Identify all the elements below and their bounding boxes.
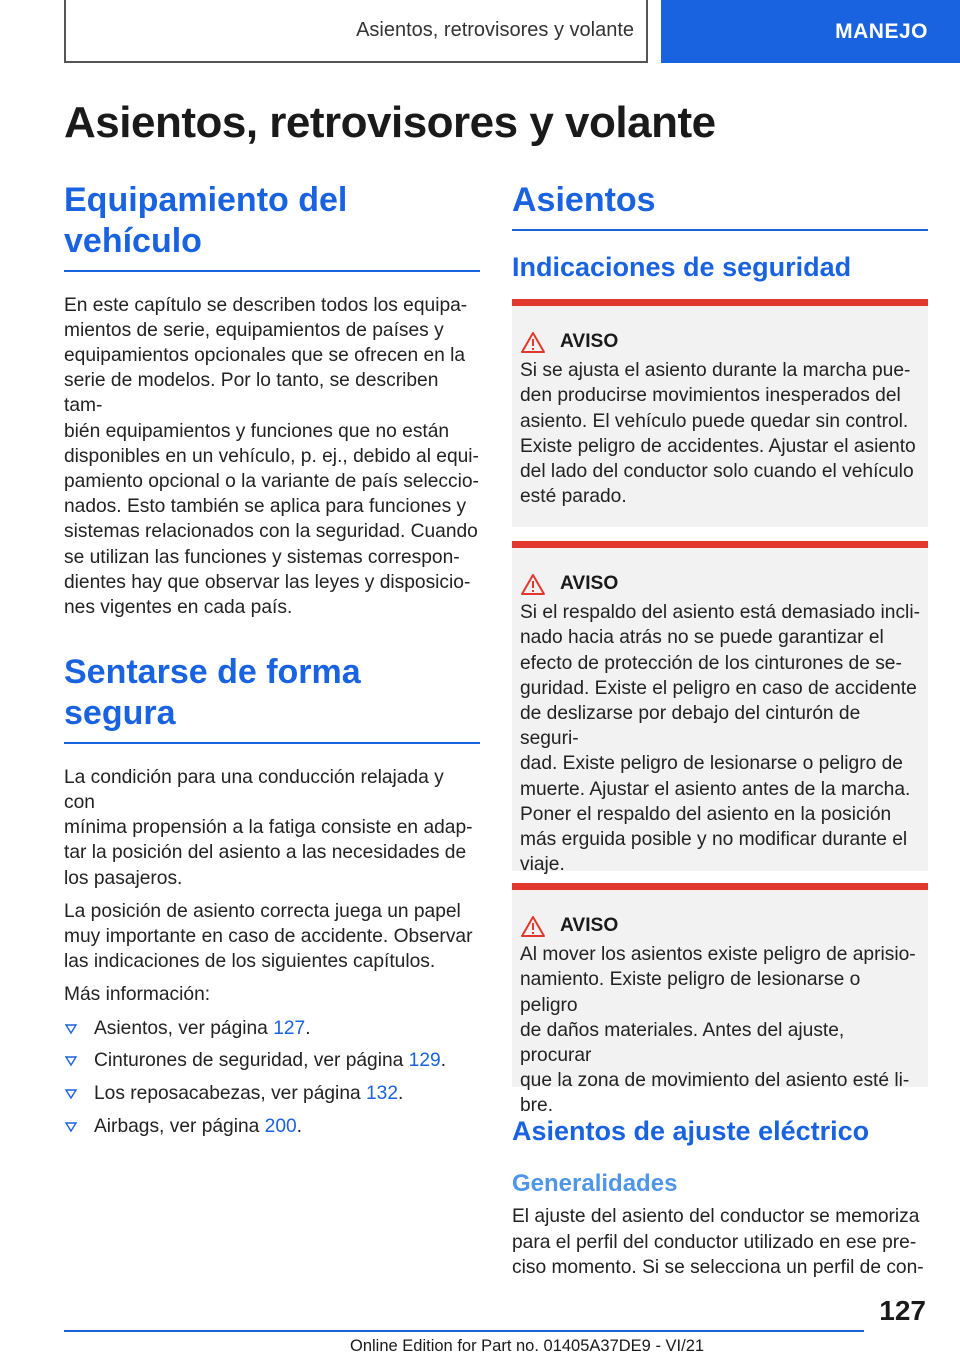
- warning-text: Si se ajusta el asiento durante la marcha pue- den producirse movimientos inesperados del asiento. El vehículo puede quedar sin control. Existe peligro de accidentes. Ajustar el asiento del lado del conductor solo cuando el vehículo esté parado.: [520, 360, 916, 508]
- page-link-132[interactable]: 132: [366, 1083, 399, 1105]
- left-column: [64, 180, 480, 1146]
- right-column: [512, 180, 928, 1280]
- warning-text: Al mover los asientos existe peligro de aprisio- namiento. Existe peligro de lesionarse o peligro de daños materiales. Antes del ajuste, procurar que la zona de movimiento del asiento esté li- bre.: [520, 944, 916, 1117]
- warning-box: [512, 883, 928, 1117]
- reference-item: Asientos, ver página 127.: [64, 1016, 480, 1041]
- generalidades-paragraph: El ajuste del asiento del conductor se memoriza para el perfil del conductor utilizado en ese pre- ciso momento. Si se selecciona un perfil de con-: [512, 1206, 924, 1278]
- triangle-bullet-icon: [64, 1114, 80, 1139]
- warning-box: [512, 541, 928, 876]
- reference-list: [64, 1016, 480, 1139]
- heading-equipamiento: Equipamiento del vehículo: [64, 180, 480, 272]
- sentarse-paragraph-2: La posición de asiento correcta juega un papel muy importante en caso de accidente. Observar las indicaciones de los siguientes capítulos.: [64, 900, 473, 973]
- warning-header: [520, 330, 920, 354]
- heading-ajuste-electrico: Asientos de ajuste eléctrico: [512, 1116, 870, 1147]
- warning-box: [512, 299, 928, 527]
- warning-label: AVISO: [560, 331, 619, 353]
- more-info-label: Más información:: [64, 984, 211, 1006]
- equipamiento-paragraph: En este capítulo se describen todos los equipa- mientos de serie, equipamientos de países y equipamientos opcionales que se ofrecen en la serie de modelos. Por lo tanto, se describen tam- bién equipamientos y funciones que no están disponibles en un vehículo, p. ej., debido al equi- pamiento opcional o la variante de país seleccio- nados. Esto también se aplica para funciones y sistemas relacionados con la seguridad. Cuando se utilizan las funciones y sistemas correspon- dientes hay que observar las leyes y disposicio- nes vigentes en cada país.: [64, 294, 479, 619]
- page-link-200[interactable]: 200: [264, 1115, 297, 1137]
- warning-header: [520, 914, 920, 938]
- warning-label: AVISO: [560, 573, 619, 595]
- triangle-bullet-icon: [64, 1016, 80, 1041]
- warning-triangle-icon: [520, 330, 558, 354]
- triangle-bullet-icon: [64, 1048, 80, 1073]
- heading-indicaciones: Indicaciones de seguridad: [512, 251, 852, 282]
- warning-triangle-icon: [520, 572, 558, 596]
- heading-generalidades: Generalidades: [512, 1169, 678, 1197]
- page-link-127[interactable]: 127: [273, 1017, 306, 1039]
- warning-label: AVISO: [560, 915, 619, 937]
- warning-triangle-icon: [520, 914, 558, 938]
- header-section-title: [64, 0, 648, 63]
- header-chapter-label: MANEJO: [835, 19, 928, 43]
- sentarse-paragraph-1: La condición para una conducción relajada y con mínima propensión a la fatiga consiste en adap- tar la posición del asiento a las necesidades de los pasajeros.: [64, 766, 473, 889]
- warning-header: [520, 572, 920, 596]
- heading-asientos: Asientos: [512, 180, 928, 231]
- footer-divider: [64, 1330, 864, 1332]
- page-number: 127: [879, 1295, 926, 1326]
- page-link-129[interactable]: 129: [408, 1050, 441, 1072]
- warning-text: Si el respaldo del asiento está demasiado incli- nado hacia atrás no se puede garantizar el efecto de protección de los cinturones de se- guridad. Existe el peligro en caso de accidente de deslizarse por debajo del cinturón de seguri- dad. Existe peligro de lesionarse o peligro de muerte. Ajustar el asiento antes de la marcha. Poner el respaldo del asiento en la posición más erguida posible y no modificar durante el viaje.: [520, 602, 920, 876]
- reference-item: Airbags, ver página 200.: [64, 1114, 480, 1139]
- triangle-bullet-icon: [64, 1081, 80, 1106]
- reference-item: Los reposacabezas, ver página 132.: [64, 1081, 480, 1106]
- header-section-title-text: Asientos, retrovisores y volante: [356, 19, 634, 41]
- header-chapter-tab[interactable]: [661, 0, 960, 63]
- heading-sentarse: Sentarse de forma segura: [64, 652, 480, 744]
- reference-item: Cinturones de seguridad, ver página 129.: [64, 1048, 480, 1073]
- page-title: Asientos, retrovisores y volante: [64, 98, 716, 147]
- footer-edition: Online Edition for Part no. 01405A37DE9 - VI/21: [350, 1337, 705, 1355]
